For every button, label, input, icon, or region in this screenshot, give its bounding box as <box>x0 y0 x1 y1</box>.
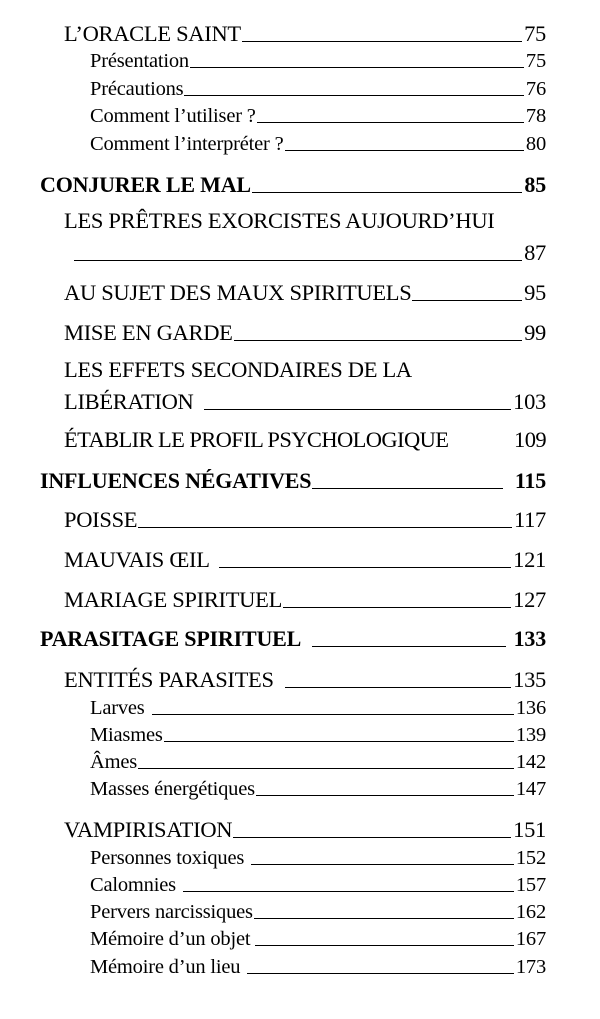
toc-leader <box>247 973 514 974</box>
toc-entry-label: Âmes <box>90 751 138 773</box>
toc-entry-chapter <box>40 170 546 198</box>
toc-leader <box>256 795 514 796</box>
toc-entry <box>90 925 546 951</box>
toc-entry-label: PARASITAGE SPIRITUEL <box>40 626 302 651</box>
toc-entry-label: Personnes toxiques <box>90 847 245 869</box>
toc-entry-page: 173 <box>515 956 546 978</box>
toc-entry <box>90 102 546 128</box>
toc-entry-chapter <box>40 624 546 652</box>
toc-entry-label: Comment l’utiliser ? <box>90 105 256 127</box>
toc-entry-label: Mémoire d’un lieu <box>90 956 241 978</box>
toc-leader <box>152 714 514 715</box>
toc-entry <box>90 844 546 870</box>
toc-entry-page: 157 <box>515 874 546 896</box>
toc-entry <box>64 357 546 417</box>
toc-entry-page: 115 <box>514 468 546 493</box>
toc-entry-leader-line <box>74 238 546 266</box>
toc-entry-label: Masses énergétiques <box>90 778 255 800</box>
toc-entry-page: 167 <box>515 928 546 950</box>
toc-entry-page: 139 <box>515 724 546 746</box>
toc-entry-page: 133 <box>513 626 546 651</box>
toc-leader <box>285 687 511 688</box>
toc-entry-page: 121 <box>513 547 546 572</box>
toc-entry <box>64 19 546 47</box>
toc-entry-label: Comment l’interpréter ? <box>90 133 284 155</box>
toc-leader <box>283 607 511 608</box>
toc-entry-page: 152 <box>515 847 546 869</box>
toc-entry <box>64 208 546 268</box>
toc-entry <box>90 694 546 720</box>
toc-entry-label: MISE EN GARDE <box>64 320 233 345</box>
toc-entry-label: MARIAGE SPIRITUEL <box>64 587 283 612</box>
toc-entry <box>64 278 546 306</box>
toc-entry-label: INFLUENCES NÉGATIVES <box>40 468 312 493</box>
toc-entry-page: 117 <box>513 507 546 532</box>
toc-leader <box>219 567 511 568</box>
toc-entry-label: Calomnies <box>90 874 176 896</box>
toc-entry-page: 135 <box>513 667 546 692</box>
toc-entry-page: 95 <box>524 280 546 305</box>
toc-leader <box>138 768 514 769</box>
toc-leader <box>190 67 524 68</box>
toc-leader <box>164 741 514 742</box>
toc-entry-label: L’ORACLE SAINT <box>64 21 241 46</box>
toc-leader <box>252 192 522 193</box>
toc-entry-page: 103 <box>513 389 546 414</box>
toc-entry-page: 127 <box>513 587 546 612</box>
toc-leader <box>251 864 514 865</box>
toc-entry-label: AU SUJET DES MAUX SPIRITUELS <box>64 280 412 305</box>
toc-entry <box>90 130 546 156</box>
toc-entry-label: CONJURER LE MAL <box>40 172 251 197</box>
toc-entry <box>64 425 546 453</box>
toc-entry-label: Pervers narcissiques <box>90 901 253 923</box>
toc-entry <box>90 75 546 101</box>
toc-leader <box>257 122 524 123</box>
toc-entry <box>64 545 546 573</box>
toc-leader <box>234 340 522 341</box>
toc-entry-label: MAUVAIS ŒIL <box>64 547 210 572</box>
toc-entry <box>64 505 546 533</box>
toc-entry-page: 78 <box>525 105 546 127</box>
toc-entry <box>90 47 546 73</box>
toc-entry-chapter <box>40 466 546 494</box>
toc-entry <box>90 775 546 801</box>
toc-leader <box>242 41 522 42</box>
toc-entry <box>64 665 546 693</box>
toc-entry <box>90 953 546 979</box>
toc-entry-page: 99 <box>524 320 546 345</box>
toc-entry-page: 162 <box>515 901 546 923</box>
toc-entry-page: 147 <box>515 778 546 800</box>
toc-entry <box>90 898 546 924</box>
toc-leader <box>254 918 514 919</box>
toc-entry <box>90 721 546 747</box>
toc-entry-page: 75 <box>524 21 546 46</box>
toc-entry-page: 109 <box>514 427 546 452</box>
toc-leader <box>255 945 513 946</box>
toc-entry-label: Larves <box>90 697 145 719</box>
toc-entry-page: 75 <box>525 50 546 72</box>
toc-entry-label: Miasmes <box>90 724 163 746</box>
toc-entry-page: 151 <box>513 817 546 842</box>
toc-entry-page: 80 <box>525 133 546 155</box>
toc-leader <box>74 260 522 261</box>
toc-entry-label: Précautions <box>90 78 184 100</box>
toc-entry-second-line <box>64 387 546 415</box>
toc-entry-label: LES PRÊTRES EXORCISTES AUJOURD’HUI <box>64 208 495 233</box>
toc-entry <box>90 871 546 897</box>
toc-entry <box>90 748 546 774</box>
toc-entry-label: Mémoire d’un objet <box>90 928 251 950</box>
toc-entry-label: ÉTABLIR LE PROFIL PSYCHOLOGIQUE <box>64 427 449 452</box>
toc-entry-label: ENTITÉS PARASITES <box>64 667 274 692</box>
toc-leader <box>285 150 524 151</box>
toc-entry <box>64 815 546 843</box>
toc-leader <box>184 95 523 96</box>
toc-entry-label-line1: LES EFFETS SECONDAIRES DE LA <box>64 357 412 382</box>
toc-leader <box>312 488 503 489</box>
toc-entry <box>64 318 546 346</box>
toc-entry-page: 76 <box>525 78 546 100</box>
toc-entry <box>64 585 546 613</box>
toc-entry-label: POISSE <box>64 507 138 532</box>
toc-entry-label: Présentation <box>90 50 189 72</box>
toc-entry-page: 142 <box>515 751 546 773</box>
toc-entry-page: 136 <box>515 697 546 719</box>
toc-leader <box>412 300 522 301</box>
toc-leader <box>183 891 514 892</box>
toc-entry-page: 87 <box>524 240 546 265</box>
toc-leader <box>138 527 512 528</box>
toc-leader <box>233 837 511 838</box>
toc-entry-label: VAMPIRISATION <box>64 817 233 842</box>
toc-leader <box>312 646 506 647</box>
toc-entry-page: 85 <box>524 172 546 197</box>
toc-entry-label-line2: LIBÉRATION <box>64 389 194 414</box>
toc-leader <box>204 409 511 410</box>
